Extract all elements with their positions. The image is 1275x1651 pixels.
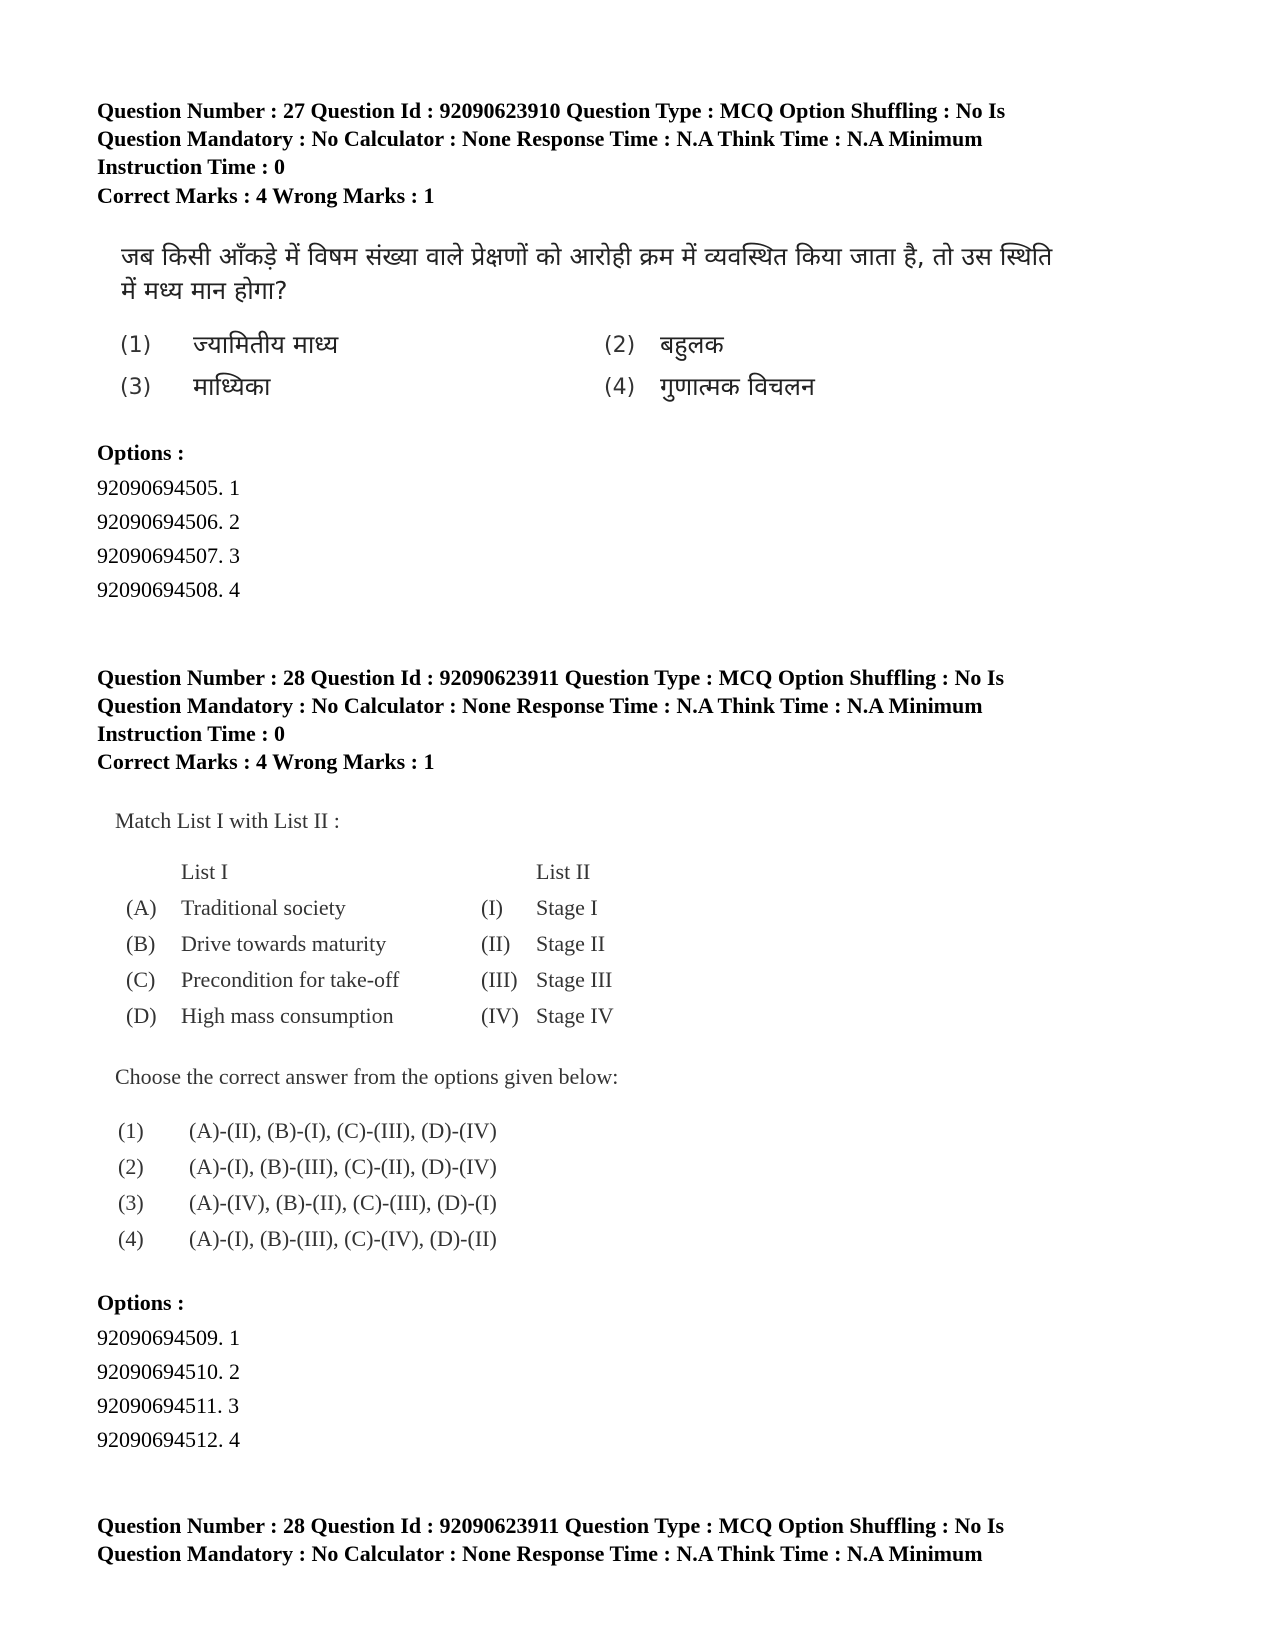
q27-header-line2: Question Mandatory : No Calculator : None Response Time : N.A Think Time : N.A Minimum [97,126,983,151]
q28-row-value1: Precondition for take-off [181,967,400,992]
q27-option: 92090694505. 1 [97,475,240,500]
q28-row-key1: (A) [126,895,157,920]
q27-choice-text: गुणात्मक विचलन [660,372,815,401]
q27-question-text [121,240,1121,308]
q28-row-value1: Drive towards maturity [181,931,387,956]
q28-answer-number: (1) [118,1118,144,1143]
q27-choice-text: माध्यिका [193,372,271,401]
q28-header-line2: Question Mandatory : No Calculator : None Response Time : N.A Think Time : N.A Minimum [97,693,983,718]
q28-repeat-header-line2: Question Mandatory : No Calculator : None Response Time : N.A Think Time : N.A Minimum [97,1541,983,1566]
q28-option: 92090694510. 2 [97,1359,240,1384]
q28-row-key2: (IV) [481,1003,519,1028]
q28-row-key1: (C) [126,967,156,992]
q28-marks: Correct Marks : 4 Wrong Marks : 1 [97,749,435,774]
q28-list2-title: List II [536,859,591,884]
q27-choice-number: (2) [604,333,636,358]
q28-row-value1: Traditional society [181,895,346,920]
q28-option: 92090694511. 3 [97,1393,240,1418]
q27-option: 92090694506. 2 [97,509,240,534]
q27-choice-text: ज्यामितीय माध्य [193,330,339,359]
q28-row-key2: (I) [481,895,503,920]
q27-header [97,97,1187,181]
q28-row-value2: Stage II [536,931,606,956]
q28-answer-text: (A)-(I), (B)-(III), (C)-(II), (D)-(IV) [189,1154,497,1179]
q28-options-label: Options : [97,1290,185,1315]
q28-option: 92090694509. 1 [97,1325,240,1350]
q28-answer-number: (3) [118,1190,144,1215]
q27-question-line2: में मध्य मान होगा? [121,276,288,305]
q28-intro: Match List I with List II : [115,808,340,833]
q27-header-line1: Question Number : 27 Question Id : 92090623910 Question Type : MCQ Option Shuffling : No Is [97,98,1006,123]
q28-header-line1: Question Number : 28 Question Id : 92090623911 Question Type : MCQ Option Shuffling : No Is [97,665,1005,690]
q28-row-key2: (II) [481,931,511,956]
q27-choice-number: (4) [604,375,636,400]
q28-row-value2: Stage I [536,895,598,920]
q27-option: 92090694507. 3 [97,543,240,568]
q28-answer-text: (A)-(II), (B)-(I), (C)-(III), (D)-(IV) [189,1118,497,1143]
q28-list1-title: List I [181,859,229,884]
q28-row-key1: (D) [126,1003,157,1028]
q28-row-value2: Stage IV [536,1003,614,1028]
q27-choice-number: (1) [120,333,152,358]
q27-option: 92090694508. 4 [97,577,240,602]
q28-answer-text: (A)-(I), (B)-(III), (C)-(IV), (D)-(II) [189,1226,497,1251]
q28-repeat-header [97,1512,1187,1568]
q28-option: 92090694512. 4 [97,1427,240,1452]
q27-choice-number: (3) [120,375,152,400]
q28-answer-number: (4) [118,1226,144,1251]
q28-choose-instruction: Choose the correct answer from the options given below: [115,1064,619,1089]
q28-header [97,664,1187,748]
q27-marks: Correct Marks : 4 Wrong Marks : 1 [97,183,435,208]
q27-header-line3: Instruction Time : 0 [97,154,286,179]
q28-row-key1: (B) [126,931,156,956]
q27-choice-text: बहुलक [660,330,724,359]
q28-row-value1: High mass consumption [181,1003,394,1028]
q28-answer-text: (A)-(IV), (B)-(II), (C)-(III), (D)-(I) [189,1190,497,1215]
q27-question-line1: जब किसी आँकड़े में विषम संख्या वाले प्रेक्षणों को आरोही क्रम में व्यवस्थित किया जाता है, तो उस स्थिति [121,242,1053,271]
q28-row-value2: Stage III [536,967,613,992]
q27-options-label: Options : [97,440,185,465]
q28-answer-number: (2) [118,1154,144,1179]
q28-repeat-header-line1: Question Number : 28 Question Id : 92090623911 Question Type : MCQ Option Shuffling : No Is [97,1513,1005,1538]
q28-header-line3: Instruction Time : 0 [97,721,286,746]
q28-row-key2: (III) [481,967,518,992]
